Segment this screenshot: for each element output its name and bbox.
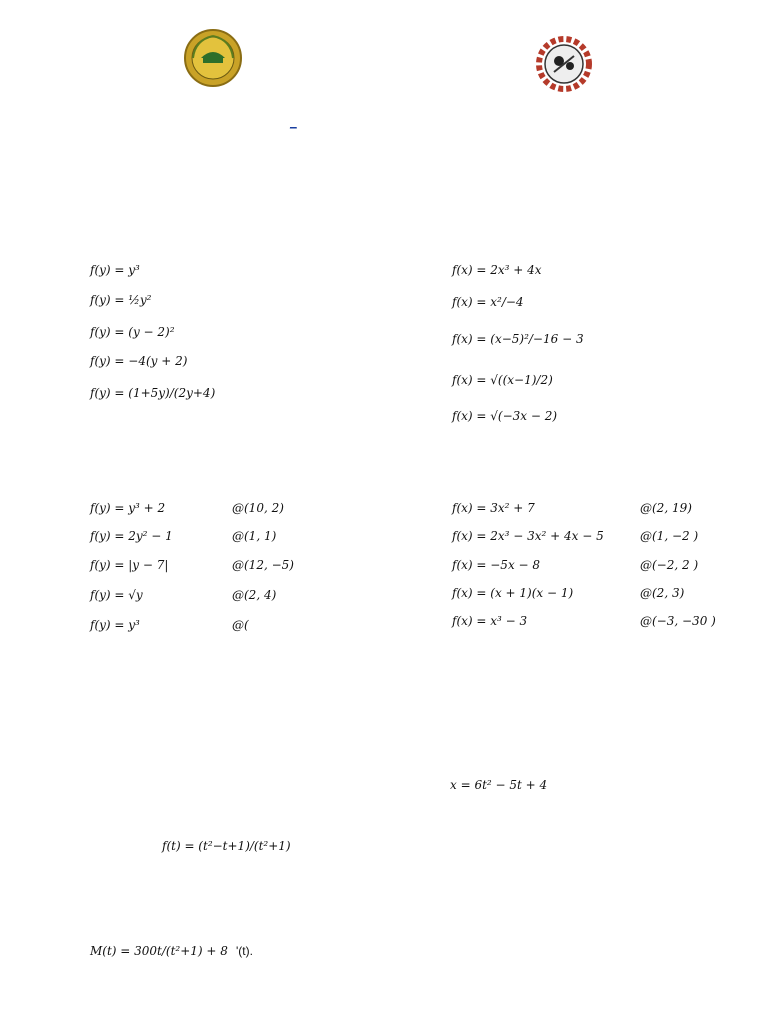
point-5-left: @( xyxy=(232,618,249,632)
function-at-point-4-right: f(x) = (x + 1)(x − 1) xyxy=(452,586,574,600)
function-at-point-1-right: f(x) = 3x² + 7 xyxy=(452,501,535,515)
function-5-left: f(y) = (1+5y)/(2y+4) xyxy=(90,386,216,400)
function-at-point-3-right: f(x) = −5x − 8 xyxy=(452,558,541,572)
function-at-point-2-left: f(y) = 2y² − 1 xyxy=(90,529,173,543)
point-2-right: @(1, −2 ) xyxy=(640,529,699,543)
engineering-gear-logo xyxy=(536,36,592,96)
point-1-right: @(2, 19) xyxy=(640,501,692,515)
point-3-right: @(−2, 2 ) xyxy=(640,558,699,572)
function-2-right: f(x) = x²/−4 xyxy=(452,295,524,309)
function-3-left: f(y) = (y − 2)² xyxy=(90,325,175,339)
function-1-left: f(y) = y³ xyxy=(90,263,140,277)
function-at-point-3-left: f(y) = |y − 7| xyxy=(90,558,169,572)
function-at-point-5-right: f(x) = x³ − 3 xyxy=(452,614,528,628)
point-4-right: @(2, 3) xyxy=(640,586,685,600)
m-of-t-suffix: '(t). xyxy=(236,944,253,958)
point-3-left: @(12, −5) xyxy=(232,558,294,572)
underline-mark: _ xyxy=(290,115,297,129)
function-at-point-2-right: f(x) = 2x³ − 3x² + 4x − 5 xyxy=(452,529,604,543)
function-1-right: f(x) = 2x³ + 4x xyxy=(452,263,542,277)
function-at-point-4-left: f(y) = √y xyxy=(90,588,143,602)
x-of-t-equation: x = 6t² − 5t + 4 xyxy=(450,778,548,792)
function-4-left: f(y) = −4(y + 2) xyxy=(90,354,188,368)
function-5-right: f(x) = √(−3x − 2) xyxy=(452,409,558,423)
function-4-right: f(x) = √((x−1)/2) xyxy=(452,373,553,387)
function-at-point-5-left: f(y) = y³ xyxy=(90,618,140,632)
function-2-left: f(y) = ½y² xyxy=(90,293,152,307)
function-3-right: f(x) = (x−5)²/−16 − 3 xyxy=(452,332,584,346)
point-5-right: @(−3, −30 ) xyxy=(640,614,716,628)
f-of-t-equation: f(t) = (t²−t+1)/(t²+1) xyxy=(162,839,291,853)
m-of-t-equation: M(t) = 300t/(t²+1) + 8 xyxy=(90,944,228,958)
university-seal-logo xyxy=(183,28,243,92)
point-4-left: @(2, 4) xyxy=(232,588,277,602)
point-1-left: @(10, 2) xyxy=(232,501,284,515)
point-2-left: @(1, 1) xyxy=(232,529,277,543)
function-at-point-1-left: f(y) = y³ + 2 xyxy=(90,501,166,515)
